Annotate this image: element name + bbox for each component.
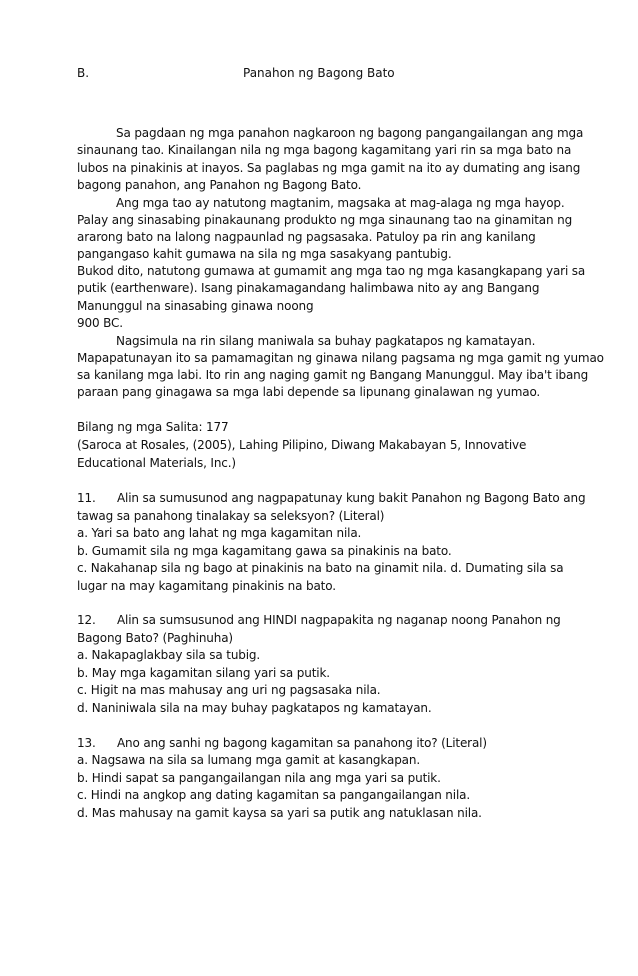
passage-line: sinaunang tao. Kinailangan nila ng mga bagong kagamitang yari rin sa mga bato na [77, 143, 572, 157]
choice: c. Hindi na angkop ang dating kagamitan sa pangangailangan nila. [77, 788, 471, 802]
question-text: Ano ang sanhi ng bagong kagamitan sa panahong ito? (Literal) [117, 736, 487, 750]
section-label: B. [77, 66, 90, 80]
choice: d. Naniniwala sila na may buhay pagkatapos ng kamatayan. [77, 701, 432, 715]
citation-line: (Saroca at Rosales, (2005), Lahing Pilipino, Diwang Makabayan 5, Innovative [77, 438, 527, 452]
passage-line: lubos na pinakinis at inayos. Sa paglabas ng mga gamit na ito ay dumating ang isang [77, 161, 581, 175]
choice: b. Hindi sapat sa pangangailangan nila ang mga yari sa putik. [77, 771, 441, 785]
passage-line: Sa pagdaan ng mga panahon nagkaroon ng bagong pangangailangan ang mga [116, 126, 584, 140]
passage-line: ararong bato na lalong nagpaunlad ng pagsasaka. Patuloy pa rin ang kanilang [77, 230, 536, 244]
question-text: Alin sa sumsusunod ang HINDI nagpapakita ng naganap noong Panahon ng [117, 613, 561, 627]
page-title: Panahon ng Bagong Bato [243, 66, 395, 80]
question-line [77, 490, 585, 507]
passage-line: Nagsimula na rin silang maniwala sa buhay pagkatapos ng kamatayan. [116, 334, 536, 348]
choice: a. Nakapaglakbay sila sa tubig. [77, 648, 261, 662]
choice: d. Mas mahusay na gamit kaysa sa yari sa putik ang natuklasan nila. [77, 806, 482, 820]
passage-line: Ang mga tao ay natutong magtanim, magsaka at mag-alaga ng mga hayop. [116, 196, 565, 210]
passage-line: 900 BC. [77, 316, 123, 330]
citation-line: Educational Materials, Inc.) [77, 456, 236, 470]
passage-line: putik (earthenware). Isang pinakamagandang halimbawa nito ay ang Bangang [77, 281, 540, 295]
choice: a. Nagsawa na sila sa lumang mga gamit at kasangkapan. [77, 753, 420, 767]
question-number: 13. [77, 736, 96, 750]
passage-line: sa kanilang mga labi. Ito rin ang naging gamit ng Bangang Manunggul. May iba't ibang [77, 368, 589, 382]
passage-line: bagong panahon, ang Panahon ng Bagong Bato. [77, 178, 362, 192]
choice: b. May mga kagamitan silang yari sa putik. [77, 666, 330, 680]
choice: c. Higit na mas mahusay ang uri ng pagsasaka nila. [77, 683, 381, 697]
choice: a. Yari sa bato ang lahat ng mga kagamitan nila. [77, 526, 362, 540]
question-text: Alin sa sumusunod ang nagpapatunay kung bakit Panahon ng Bagong Bato ang [117, 491, 586, 505]
choice: b. Gumamit sila ng mga kagamitang gawa sa pinakinis na bato. [77, 544, 452, 558]
question-text: Bagong Bato? (Paghinuha) [77, 631, 233, 645]
question-line [77, 735, 487, 752]
passage-line: Manunggul na sinasabing ginawa noong [77, 299, 314, 313]
passage-line: pangangaso kahit gumawa na sila ng mga sasakyang pantubig. [77, 247, 452, 261]
passage-line: Mapapatunayan ito sa pamamagitan ng ginawa nilang pagsama ng mga gamit ng yumao [77, 351, 604, 365]
question-line [77, 612, 561, 629]
passage-line: Palay ang sinasabing pinakaunang produkto ng mga sinaunang tao na ginamitan ng [77, 213, 573, 227]
choice: lugar na may kagamitang pinakinis na bato. [77, 579, 336, 593]
question-number: 12. [77, 613, 96, 627]
question-number: 11. [77, 491, 96, 505]
choice: c. Nakahanap sila ng bago at pinakinis na bato na ginamit nila. d. Dumating sila sa [77, 561, 564, 575]
passage-line: Bukod dito, natutong gumawa at gumamit ang mga tao ng mga kasangkapang yari sa [77, 264, 586, 278]
passage-line: paraan pang ginagawa sa mga labi depende sa lipunang ginalawan ng yumao. [77, 385, 541, 399]
question-text: tawag sa panahong tinalakay sa seleksyon? (Literal) [77, 509, 385, 523]
word-count: Bilang ng mga Salita: 177 [77, 420, 229, 434]
